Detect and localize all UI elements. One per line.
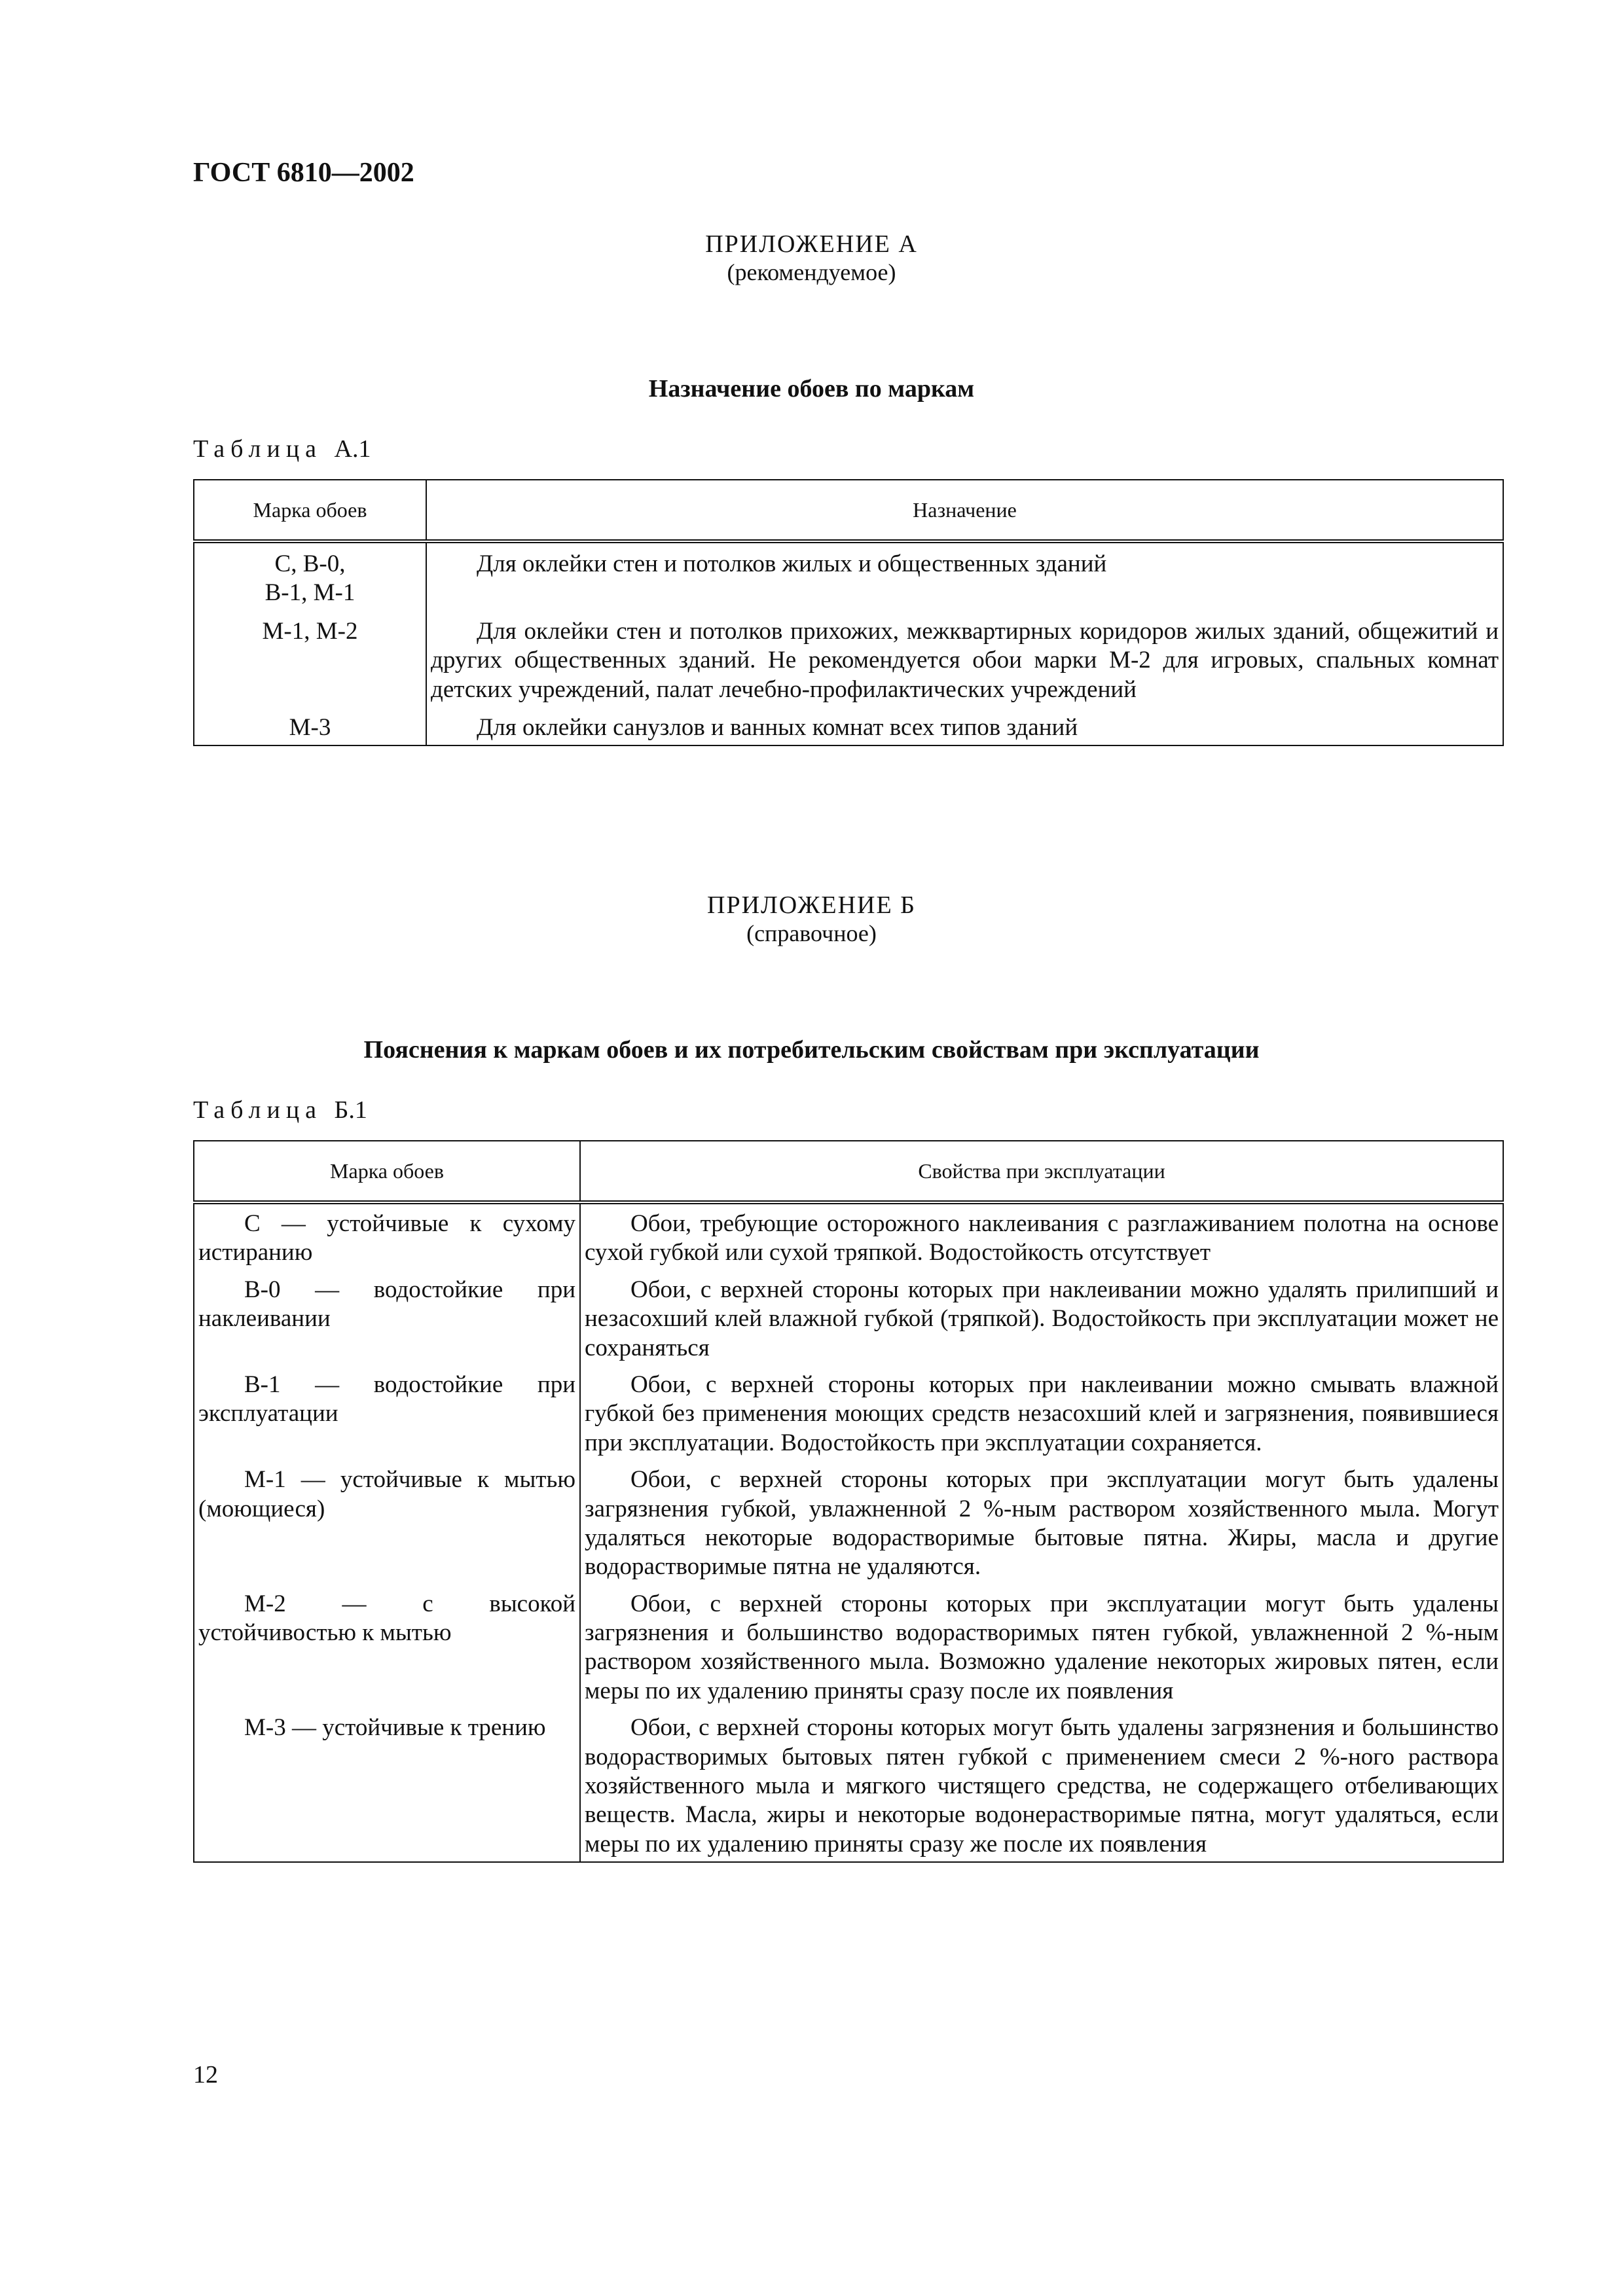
table-row [194,1202,1503,1276]
table-row [194,1276,1503,1371]
table-cell-mark: С — устойчивые к сухому истиранию [194,1202,580,1276]
appendix-a-title: ПРИЛОЖЕНИЕ А [705,230,918,258]
table-cell-mark: М-1, М-2 [194,617,426,713]
table-row [194,1465,1503,1590]
appendix-b-title: ПРИЛОЖЕНИЕ Б [707,891,916,919]
table-a1-caption [193,435,371,463]
table-cell-properties: Обои, с верхней стороны которых при наклеивании можно удалять прилипший и незасохший клей влажной губкой (тряпкой). Водостойкость при эксплуатации может не сохраняться [580,1276,1503,1371]
table-row [194,1713,1503,1862]
table-cell-mark: С, В-0, В-1, М-1 [194,541,426,617]
table-a1 [193,479,1504,746]
table-row [194,1590,1503,1714]
table-b1 [193,1140,1504,1863]
table-cell-mark: В-1 — водостойкие при эксплуатации [194,1371,580,1465]
table-row [194,713,1503,745]
table-header-mark: Марка обоев [194,1141,580,1202]
table-cell-properties: Обои, с верхней стороны которых при наклеивании можно смывать влажной губкой без применения моющих средств незасохший клей и загрязнения, появившиеся при эксплуатации. Водостойкость при эксплуатации сохраняется. [580,1371,1503,1465]
table-cell-properties: Обои, с верхней стороны которых могут быть удалены загрязнения и большинство водорастворимых бытовых пятен губкой с применением смеси 2 %-ного раствора хозяйственного мыла и мягкого чистящего средства, не содержащего отбеливающих веществ. Масла, жиры и некоторые водонерастворимые пятна, могут удаляться, если меры по их удалению приняты сразу же после их появления [580,1713,1503,1862]
table-cell-purpose: Для оклейки санузлов и ванных комнат всех типов зданий [426,713,1503,745]
table-caption-label: Таблица [193,1096,323,1124]
table-cell-mark: М-2 — с высокой устойчивостью к мытью [194,1590,580,1714]
page-number: 12 [193,2061,218,2089]
table-header-row [194,1141,1503,1202]
appendix-a-subtitle: (рекомендуемое) [727,259,896,285]
appendix-b-section-title: Пояснения к маркам обоев и их потребительским свойствам при эксплуатации [363,1036,1260,1064]
table-cell-properties: Обои, с верхней стороны которых при эксплуатации могут быть удалены загрязнения и большинство водорастворимых пятен губкой, увлажненной 2 %-ным раствором хозяйственного мыла. Возможно удаление некоторых жировых пятен, если меры по их удалению приняты сразу после их появления [580,1590,1503,1714]
table-cell-purpose: Для оклейки стен и потолков жилых и общественных зданий [426,541,1503,617]
table-cell-purpose: Для оклейки стен и потолков прихожих, межквартирных коридоров жилых зданий, общежитий и других общественных зданий. Не рекомендуется обои марки М-2 для игровых, спальных комнат детских учреждений, палат лечебно-профилактических учреждений [426,617,1503,713]
table-cell-mark: М-1 — устойчивые к мытью (моющиеся) [194,1465,580,1590]
appendix-b-subtitle: (справочное) [746,920,877,946]
table-b1-caption [193,1096,367,1124]
table-cell-mark: М-3 — устойчивые к трению [194,1713,580,1862]
table-cell-mark: М-3 [194,713,426,745]
table-caption-number: А.1 [334,435,371,463]
document-header: ГОСТ 6810—2002 [193,158,414,188]
table-cell-properties: Обои, с верхней стороны которых при эксплуатации могут быть удалены загрязнения губкой, увлажненной 2 %-ным раствором хозяйственного мыла. Могут удаляться некоторые водорастворимые бытовые пятна. Жиры, масла и другие водорастворимые пятна не удаляются. [580,1465,1503,1590]
table-header-mark: Марка обоев [194,480,426,541]
table-cell-mark: В-0 — водостойкие при наклеивании [194,1276,580,1371]
table-row [194,1371,1503,1465]
table-caption-label: Таблица [193,435,323,463]
table-cell-properties: Обои, требующие осторожного наклеивания с разглаживанием полотна на основе сухой губкой или сухой тряпкой. Водостойкость отсутствует [580,1202,1503,1276]
table-row [194,541,1503,617]
table-header-purpose: Назначение [426,480,1503,541]
table-header-properties: Свойства при эксплуатации [580,1141,1503,1202]
table-row [194,617,1503,713]
appendix-a-section-title: Назначение обоев по маркам [648,375,975,403]
table-header-row [194,480,1503,541]
table-caption-number: Б.1 [334,1096,367,1124]
